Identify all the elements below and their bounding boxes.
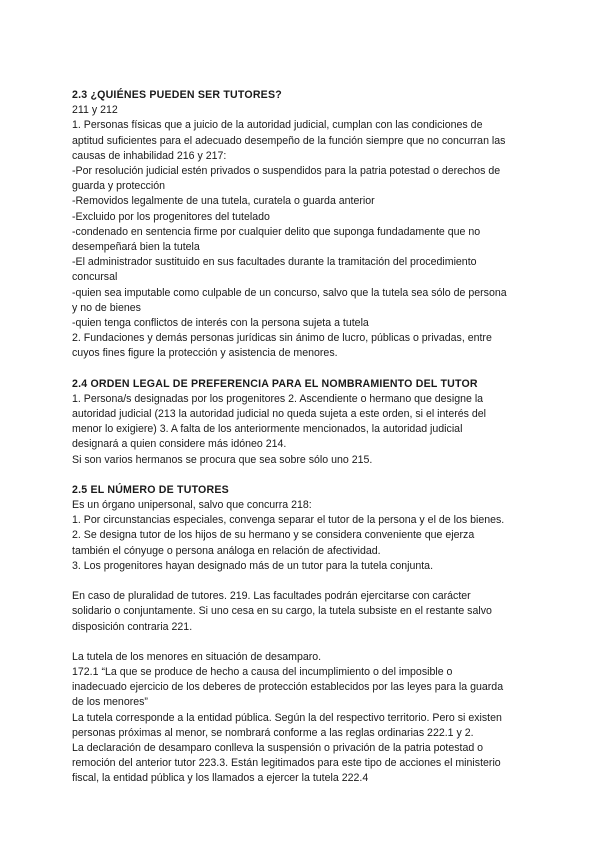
text-line: 1. Personas físicas que a juicio de la autoridad judicial, cumplan con las condiciones de: [72, 119, 483, 132]
section-gap: [72, 635, 532, 650]
section-heading: 2.3 ¿QUIÉNES PUEDEN SER TUTORES?: [72, 89, 282, 101]
section-heading: 2.4 ORDEN LEGAL DE PREFERENCIA PARA EL NOMBRAMIENTO DEL TUTOR: [72, 377, 478, 390]
text-line: 1. Persona/s designadas por los progenitores 2. Ascendiente o hermano que designe la: [72, 392, 484, 405]
text-line: -quien tenga conflictos de interés con la persona sujeta a tutela: [72, 317, 369, 330]
text-line: fiscal, la entidad pública y los llamados a ejercer la tutela 222.4: [72, 772, 369, 785]
text-line: 2. Fundaciones y demás personas jurídicas sin ánimo de lucro, públicas o privadas, entre: [72, 332, 492, 345]
text-line: designará a quien considere más idóneo 214.: [72, 438, 287, 451]
text-line: cuyos fines figure la protección y asistencia de menores.: [72, 347, 338, 360]
text-line: -Excluido por los progenitores del tutelado: [72, 210, 270, 223]
text-line: 2. Se designa tutor de los hijos de su hermano y se considera conveniente que ejerza: [72, 529, 475, 542]
text-line: La tutela de los menores en situación de desamparo.: [72, 650, 322, 663]
text-line: personas próximas al menor, se nombrará conforme a las reglas ordinarias 222.1 y 2.: [72, 726, 474, 739]
text-line: y no de bienes: [72, 301, 141, 314]
text-line: disposición contraria 221.: [72, 620, 193, 633]
section: [72, 589, 532, 635]
text-line: Es un órgano unipersonal, salvo que concurra 218:: [72, 499, 312, 512]
text-line: -quien sea imputable como culpable de un concurso, salvo que la tutela sea sólo de persona: [72, 286, 507, 299]
section-gap: [72, 468, 532, 483]
text-line: La tutela corresponde a la entidad pública. Según la del respectivo territorio. Pero si existen: [72, 711, 502, 724]
text-line: aptitud suficientes para el adecuado desempeño de la función siempre que no concurran las: [72, 134, 506, 147]
document-body: [72, 88, 532, 787]
text-line: desempeñará bien la tutela: [72, 241, 200, 254]
section-heading: 2.5 EL NÚMERO DE TUTORES: [72, 483, 229, 496]
section: [72, 377, 532, 468]
text-line: -Removidos legalmente de una tutela, curatela o guarda anterior: [72, 195, 375, 208]
text-line: guarda y protección: [72, 180, 166, 193]
section-gap: [72, 574, 532, 589]
text-line: también el cónyuge o persona análoga en relación de afectividad.: [72, 544, 381, 557]
text-line: inadecuado ejercicio de los deberes de protección establecidos por las leyes para la guarda: [72, 681, 504, 694]
text-line: En caso de pluralidad de tutores. 219. Las facultades podrán ejercitarse con carácter: [72, 590, 471, 603]
text-line: remoción del anterior tutor 223.3. Están legitimados para este tipo de acciones el ministerio: [72, 757, 501, 770]
section: [72, 483, 532, 574]
text-line: 211 y 212: [72, 104, 118, 117]
text-line: Si son varios hermanos se procura que sea sobre sólo uno 215.: [72, 453, 373, 466]
text-line: 3. Los progenitores hayan designado más de un tutor para la tutela conjunta.: [72, 559, 434, 572]
text-line: -Por resolución judicial estén privados o suspendidos para la patria potestad o derechos de: [72, 165, 501, 178]
text-line: 1. Por circunstancias especiales, convenga separar el tutor de la persona y el de los bienes.: [72, 514, 505, 527]
text-line: -El administrador sustituido en sus facultades durante la tramitación del procedimiento: [72, 256, 477, 269]
text-line: 172.1 “La que se produce de hecho a causa del incumplimiento o del imposible o: [72, 665, 453, 678]
text-line: solidario o conjuntamente. Si uno cesa en su cargo, la tutela subsiste en el restante salvo: [72, 605, 492, 618]
text-line: menor lo exigiere) 3. A falta de los anteriormente mencionados, la autoridad judicial: [72, 423, 463, 436]
text-line: -condenado en sentencia firme por cualquier delito que suponga fundadamente que no: [72, 225, 481, 238]
text-line: autoridad judicial (213 la autoridad judicial no queda sujeta a este orden, si el interés del: [72, 408, 487, 421]
section: [72, 650, 532, 787]
text-line: concursal: [72, 271, 118, 284]
text-line: La declaración de desamparo conlleva la suspensión o privación de la patria potestad o: [72, 741, 484, 754]
section-gap: [72, 362, 532, 377]
text-line: causas de inhabilidad 216 y 217:: [72, 149, 227, 162]
section: [72, 88, 532, 362]
text-line: de los menores”: [72, 696, 148, 709]
